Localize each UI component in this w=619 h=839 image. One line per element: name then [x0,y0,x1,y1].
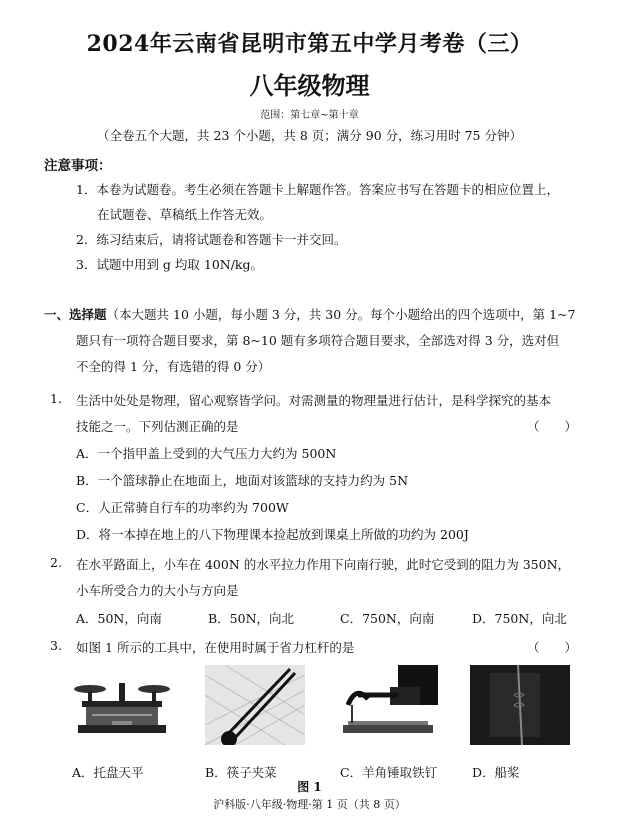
section-1-line-3: 不全的得 1 分，有选错的得 0 分） [76,359,271,374]
q1-option-d: D．将一本掉在地上的八下物理课本捡起放到课桌上所做的功约为 200J [76,527,469,542]
figure-caption: 图 1 [297,780,322,794]
q1-option-b: B．一个篮球静止在地面上，地面对该篮球的支持力约为 5N [76,473,409,488]
notice-item-2: 2．练习结束后，请将试题卷和答题卡一并交回。 [76,232,347,247]
q1-answer-bracket: （ ） [527,419,578,434]
q3-option-c: C．羊角锤取铁钉 [340,765,438,780]
notice-heading: 注意事项： [44,158,112,174]
section-1-heading: 一、选择题 [44,307,107,322]
q1-option-a: A．一个指甲盖上受到的大气压力大约为 500N [76,446,337,461]
section-1-line-2: 题只有一项符合题目要求，第 8~10 题有多项符合题目要求，全部选对得 3 分，选对但 [76,333,560,348]
section-1-line-1 [44,305,575,323]
page-footer: 沪科版·八年级·物理·第 1 页（共 8 页） [213,798,406,811]
notice-item-3: 3．试题中用到 g 均取 10N/kg。 [76,257,264,272]
q2-option-c: C．750N，向南 [340,611,435,626]
exam-title: 2024年云南省昆明市第五中学月考卷（三） [86,31,533,57]
q3-option-a: A．托盘天平 [72,765,144,780]
exam-description: （全卷五个大题，共 23 个小题，共 8 页；满分 90 分，练习用时 75 分钟） [97,128,522,143]
q2-number: 2. [50,555,62,570]
q1-stem-line-2: 技能之一。下列估测正确的是 [76,419,239,434]
q1-stem-line-1: 生活中处处是物理，留心观察皆学问。对需测量的物理量进行估计，是科学探究的基本 [76,393,552,408]
notice-item-1-line-1: 1．本卷为试题卷。考生必须在答题卡上解题作答。答案应书写在答题卡的相应位置上， [76,182,559,197]
exam-subtitle: 八年级物理 [249,71,370,100]
q2-stem-line-2: 小车所受合力的大小与方向是 [76,583,239,598]
q3-option-d: D．船桨 [472,765,520,780]
section-1-rules: （本大题共 10 小题，每小题 3 分，共 30 分。每个小题给出的四个选项中，第 1~7 [106,307,576,322]
notice-item-1-line-2: 在试题卷、草稿纸上作答无效。 [97,207,273,222]
q2-stem-line-1: 在水平路面上，小车在 400N 的水平拉力作用下向南行驶，此时它受到的阻力为 350N， [76,557,571,572]
q3-option-b: B．筷子夹菜 [205,765,277,780]
q3-answer-bracket: （ ） [527,640,578,655]
chopsticks-image [205,665,305,745]
exam-scope: 范围：第七章~第十章 [260,110,359,121]
q1-number: 1. [50,391,62,406]
q3-stem: 如图 1 所示的工具中，在使用时属于省力杠杆的是 [76,640,355,655]
q3-number: 3. [50,638,62,653]
tray-balance-image [72,665,172,745]
q2-option-a: A．50N，向南 [76,611,162,626]
claw-hammer-image [338,665,438,745]
q2-option-d: D．750N，向北 [472,611,567,626]
q2-option-b: B．50N，向北 [208,611,295,626]
q1-option-c: C．人正常骑自行车的功率约为 700W [76,500,289,515]
oar-image [470,665,570,745]
